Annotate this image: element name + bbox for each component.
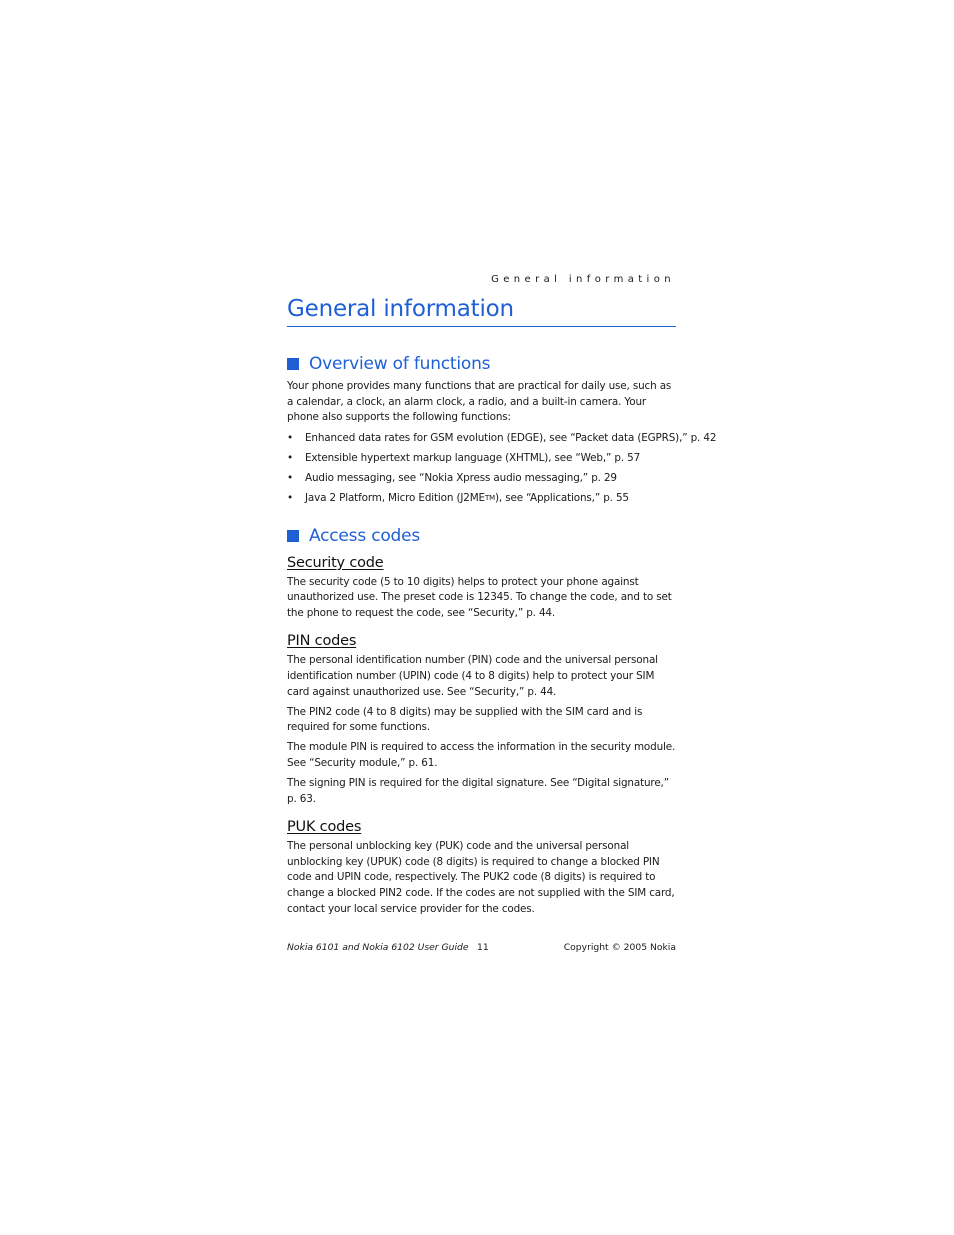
bullet-icon: •	[287, 451, 293, 464]
list-item: • Audio messaging, see “Nokia Xpress audio messaging,” p. 29	[287, 471, 677, 487]
page-number: 11	[477, 942, 489, 953]
footer-copyright: Copyright © 2005 Nokia	[563, 942, 676, 953]
security-code-text: The security code (5 to 10 digits) helps to protect your phone against unauthorized use. The preset code is 12345. To change the code, and to set the phone to request the code, see “Security,” p. 44.	[287, 575, 672, 619]
running-header: General information	[491, 274, 675, 285]
feature-list	[287, 431, 717, 507]
list-item: • Java 2 Platform, Micro Edition (J2METM), see “Applications,” p. 55	[287, 491, 677, 507]
overview-heading	[287, 354, 677, 374]
list-item: • Enhanced data rates for GSM evolution (EDGE), see “Packet data (EGPRS),” p. 42	[287, 431, 677, 447]
bullet-icon: •	[287, 431, 293, 444]
pin-paragraph: The module PIN is required to access the information in the security module. See “Security module,” p. 61.	[287, 741, 676, 769]
overview-heading-text: Overview of functions	[309, 354, 491, 374]
overview-intro: Your phone provides many functions that are practical for daily use, such as a calendar, a clock, an alarm clock, a radio, and a built-in camera. Your phone also supports the following functions:	[287, 380, 672, 424]
pin-paragraph: The signing PIN is required for the digital signature. See “Digital signature,” p. 63.	[287, 777, 669, 805]
pin-codes-heading: PIN codes	[287, 633, 357, 650]
pin-paragraph: The personal identification number (PIN) code and the universal personal identification number (UPIN) code (4 to 8 digits) help to protect your SIM card against unauthorized use. See “Security,” p. 44.	[287, 654, 658, 698]
puk-codes-text: The personal unblocking key (PUK) code and the universal personal unblocking key (UPUK) code (8 digits) is required to change a blocked PIN code and UPIN code, respectively. The PUK2 code (8 digits) is required to change a blocked PIN2 code. If the codes are not supplied with the SIM card, contact your local service provider for the codes.	[287, 840, 675, 915]
page-content	[287, 354, 717, 917]
pin-paragraph: The PIN2 code (4 to 8 digits) may be supplied with the SIM card and is required for some functions.	[287, 705, 643, 734]
section-square-icon	[287, 358, 299, 370]
puk-codes-heading: PUK codes	[287, 819, 362, 836]
section-square-icon	[287, 530, 299, 542]
list-item: • Extensible hypertext markup language (XHTML), see “Web,” p. 57	[287, 451, 677, 467]
bullet-icon: •	[287, 471, 293, 484]
trademark-mark: TM	[484, 494, 495, 503]
page-title: General information	[287, 296, 676, 327]
security-code-heading: Security code	[287, 554, 384, 571]
bullet-icon: •	[287, 492, 293, 505]
footer-guide-title: Nokia 6101 and Nokia 6102 User Guide	[287, 942, 469, 953]
access-codes-heading	[287, 526, 677, 546]
access-codes-heading-text: Access codes	[309, 525, 421, 546]
